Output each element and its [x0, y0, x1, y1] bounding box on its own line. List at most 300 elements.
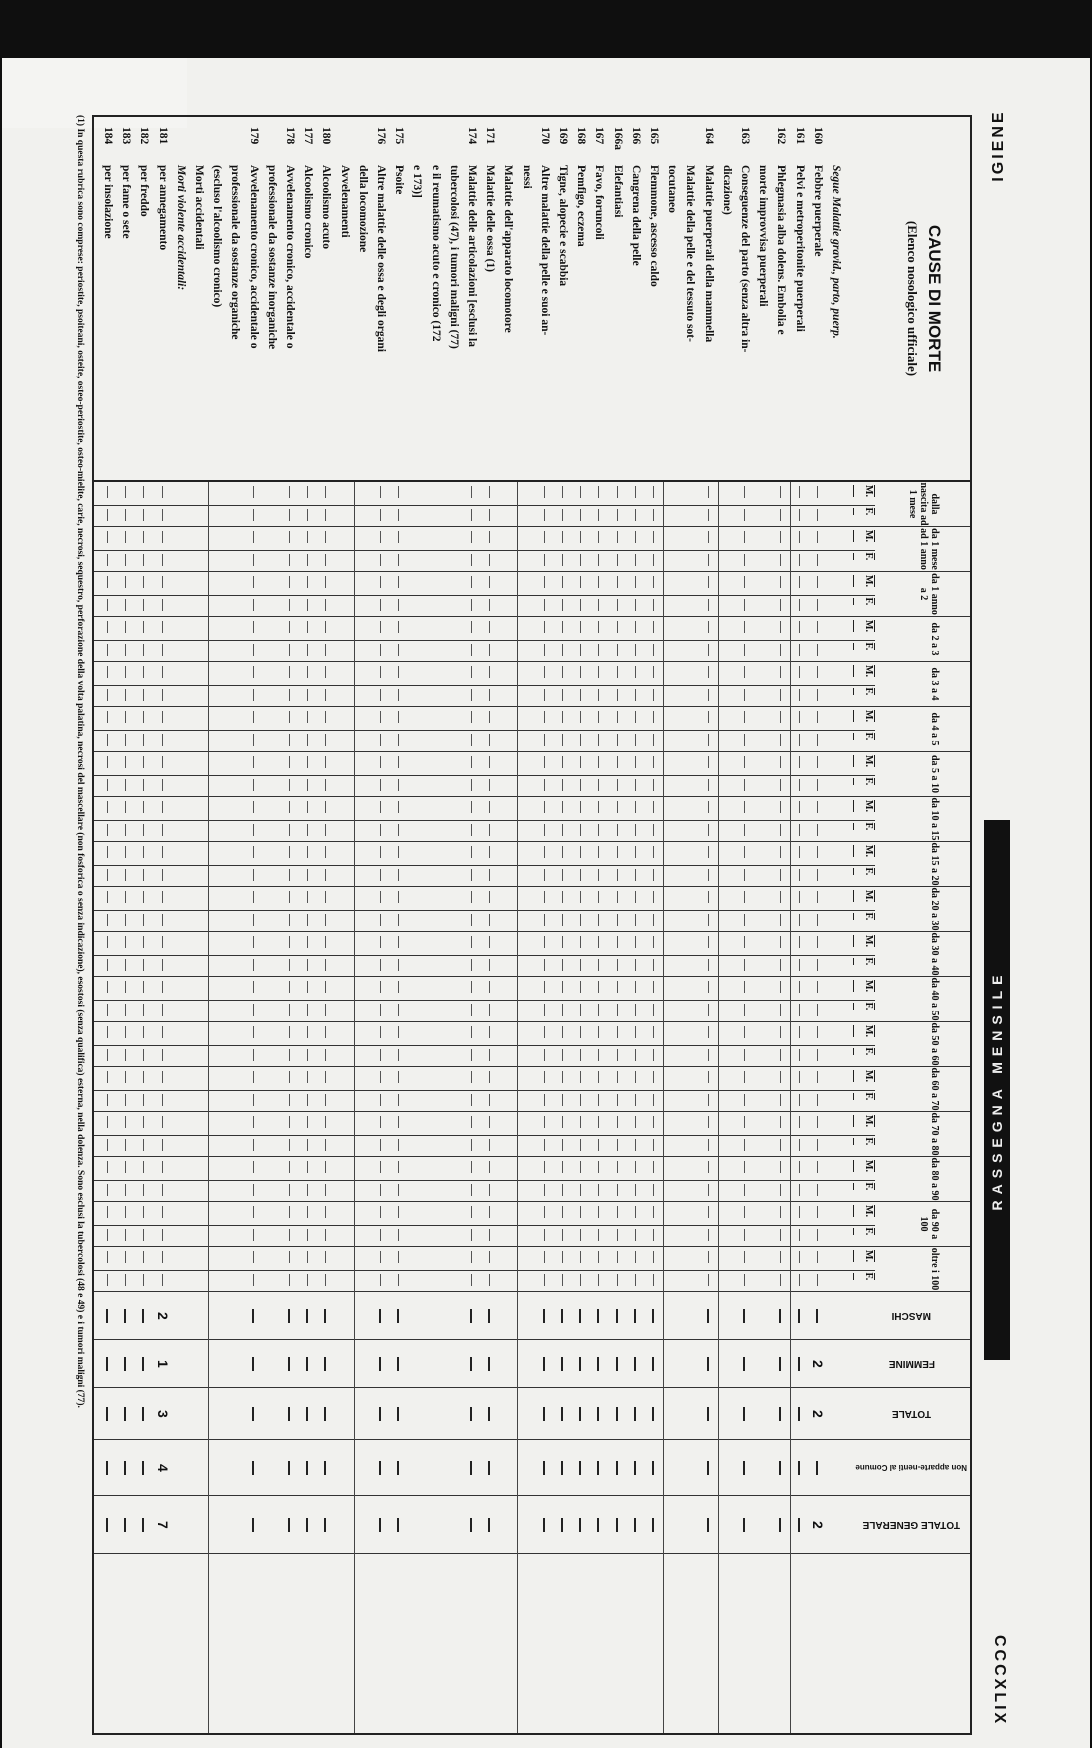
empty-cell-dash	[708, 801, 709, 813]
grid-divider	[94, 550, 875, 551]
empty-cell-dash	[125, 1116, 126, 1128]
empty-cell-dash	[307, 1094, 308, 1106]
total-column-header: MASCHI	[853, 1292, 970, 1340]
grid-divider	[94, 595, 875, 596]
empty-total-dash	[616, 1518, 618, 1532]
cause-number: 180	[320, 127, 333, 145]
empty-cell-dash	[307, 1161, 308, 1173]
empty-total-dash	[543, 1407, 545, 1421]
total-value: 3	[154, 1410, 171, 1418]
cause-row	[283, 127, 296, 472]
empty-cell-dash	[307, 599, 308, 611]
empty-total-dash	[779, 1309, 781, 1323]
empty-cell-dash	[780, 779, 781, 791]
empty-cell-dash	[253, 1229, 254, 1241]
empty-cell-dash	[398, 1184, 399, 1196]
empty-cell-dash	[653, 936, 654, 948]
empty-cell-dash	[744, 1094, 745, 1106]
empty-cell-dash	[307, 959, 308, 971]
empty-cell-dash	[598, 1004, 599, 1016]
empty-cell-dash	[653, 554, 654, 566]
empty-cell-dash	[598, 1071, 599, 1083]
empty-cell-dash	[162, 734, 163, 746]
empty-cell-dash	[107, 644, 108, 656]
empty-cell-dash	[708, 1049, 709, 1061]
empty-cell-dash	[398, 846, 399, 858]
empty-cell-dash	[653, 1049, 654, 1061]
age-column-header: da 10 a 15	[875, 797, 970, 842]
empty-cell-dash	[817, 1116, 818, 1128]
empty-cell-dash	[380, 531, 381, 543]
empty-cell-dash	[653, 689, 654, 701]
cause-row	[793, 127, 806, 472]
row-separator	[354, 482, 355, 1733]
empty-total-dash	[652, 1407, 654, 1421]
empty-cell-dash	[544, 779, 545, 791]
cause-label: Avvelenamento cronico, accidentale o	[247, 165, 260, 349]
empty-cell-dash	[744, 1206, 745, 1218]
empty-cell-dash	[107, 1004, 108, 1016]
empty-cell-dash	[380, 1161, 381, 1173]
empty-cell-dash	[143, 801, 144, 813]
empty-total-dash	[743, 1461, 745, 1475]
empty-cell-dash	[162, 486, 163, 498]
empty-cell-dash	[125, 846, 126, 858]
empty-cell-dash	[307, 801, 308, 813]
cause-row	[228, 127, 241, 472]
empty-cell-dash	[289, 959, 290, 971]
empty-cell-dash	[780, 486, 781, 498]
empty-total-dash	[561, 1407, 563, 1421]
empty-cell-dash	[253, 486, 254, 498]
empty-cell-dash	[562, 689, 563, 701]
empty-cell-dash	[708, 486, 709, 498]
empty-cell-dash	[143, 1251, 144, 1263]
empty-cell-dash	[780, 891, 781, 903]
empty-cell-dash	[617, 1049, 618, 1061]
header-journal-banner: RASSEGNA MENSILE	[984, 820, 1010, 1360]
empty-cell-dash	[544, 666, 545, 678]
empty-total-dash	[488, 1407, 490, 1421]
cause-label: Febbre puerperale	[811, 165, 824, 257]
empty-cell-dash	[708, 1161, 709, 1173]
cause-row	[811, 127, 824, 472]
empty-cell-dash	[635, 531, 636, 543]
empty-cell-dash	[380, 756, 381, 768]
empty-cell-dash	[489, 711, 490, 723]
empty-total-dash	[306, 1407, 308, 1421]
male-subheader: M.	[853, 710, 875, 722]
empty-cell-dash	[544, 1094, 545, 1106]
grid-divider	[94, 1045, 875, 1046]
empty-total-dash	[779, 1407, 781, 1421]
empty-cell-dash	[544, 891, 545, 903]
empty-cell-dash	[635, 846, 636, 858]
empty-cell-dash	[489, 1206, 490, 1218]
empty-cell-dash	[307, 486, 308, 498]
empty-cell-dash	[398, 1229, 399, 1241]
empty-total-dash	[379, 1407, 381, 1421]
empty-cell-dash	[653, 576, 654, 588]
empty-cell-dash	[617, 1004, 618, 1016]
empty-cell-dash	[598, 1161, 599, 1173]
empty-cell-dash	[799, 914, 800, 926]
empty-cell-dash	[380, 1184, 381, 1196]
empty-cell-dash	[562, 509, 563, 521]
empty-cell-dash	[598, 1184, 599, 1196]
empty-total-dash	[798, 1461, 800, 1475]
age-column-header: dalla nascita ad 1 mese	[875, 482, 970, 527]
empty-cell-dash	[125, 1184, 126, 1196]
empty-cell-dash	[325, 1116, 326, 1128]
empty-cell-dash	[489, 599, 490, 611]
empty-cell-dash	[744, 1049, 745, 1061]
grid-divider	[94, 1021, 970, 1022]
empty-cell-dash	[489, 486, 490, 498]
empty-total-dash	[816, 1461, 818, 1475]
empty-cell-dash	[325, 981, 326, 993]
empty-cell-dash	[708, 779, 709, 791]
empty-cell-dash	[617, 1071, 618, 1083]
empty-total-dash	[306, 1461, 308, 1475]
empty-total-dash	[779, 1357, 781, 1371]
empty-cell-dash	[544, 734, 545, 746]
empty-cell-dash	[635, 1229, 636, 1241]
empty-cell-dash	[708, 711, 709, 723]
empty-cell-dash	[817, 576, 818, 588]
empty-cell-dash	[289, 846, 290, 858]
empty-cell-dash	[817, 1071, 818, 1083]
empty-cell-dash	[799, 1229, 800, 1241]
empty-cell-dash	[617, 936, 618, 948]
empty-cell-dash	[489, 869, 490, 881]
empty-cell-dash	[780, 756, 781, 768]
empty-cell-dash	[471, 666, 472, 678]
cause-row	[429, 127, 442, 472]
empty-cell-dash	[307, 779, 308, 791]
empty-cell-dash	[617, 1116, 618, 1128]
empty-total-dash	[543, 1357, 545, 1371]
empty-cell-dash	[398, 1071, 399, 1083]
empty-cell-dash	[580, 1004, 581, 1016]
empty-cell-dash	[562, 1026, 563, 1038]
empty-cell-dash	[544, 824, 545, 836]
empty-cell-dash	[125, 1251, 126, 1263]
empty-cell-dash	[708, 1229, 709, 1241]
empty-cell-dash	[489, 689, 490, 701]
empty-cell-dash	[708, 1251, 709, 1263]
empty-cell-dash	[617, 711, 618, 723]
empty-total-dash	[634, 1461, 636, 1475]
empty-cell-dash	[398, 1139, 399, 1151]
empty-cell-dash	[325, 554, 326, 566]
empty-cell-dash	[289, 869, 290, 881]
grid-divider	[94, 931, 970, 932]
empty-cell-dash	[780, 734, 781, 746]
empty-cell-dash	[398, 734, 399, 746]
empty-cell-dash	[471, 981, 472, 993]
cause-number: 166a	[611, 127, 624, 150]
empty-cell-dash	[398, 689, 399, 701]
empty-cell-dash	[289, 734, 290, 746]
empty-cell-dash	[289, 486, 290, 498]
empty-cell-dash	[325, 599, 326, 611]
empty-cell-dash	[489, 914, 490, 926]
empty-cell-dash	[289, 576, 290, 588]
empty-cell-dash	[598, 756, 599, 768]
empty-cell-dash	[744, 509, 745, 521]
empty-cell-dash	[162, 509, 163, 521]
empty-cell-dash	[253, 981, 254, 993]
empty-cell-dash	[471, 1004, 472, 1016]
cause-label: per fame o sete	[120, 165, 133, 239]
empty-cell-dash	[708, 756, 709, 768]
empty-cell-dash	[253, 1274, 254, 1286]
empty-cell-dash	[780, 509, 781, 521]
empty-cell-dash	[125, 554, 126, 566]
empty-cell-dash	[325, 1229, 326, 1241]
empty-cell-dash	[653, 666, 654, 678]
empty-cell-dash	[635, 734, 636, 746]
cause-row	[520, 127, 533, 472]
empty-total-dash	[124, 1407, 126, 1421]
empty-cell-dash	[562, 936, 563, 948]
empty-cell-dash	[780, 959, 781, 971]
empty-cell-dash	[380, 486, 381, 498]
female-subheader: F.	[853, 688, 875, 696]
row-separator	[517, 482, 518, 1733]
empty-cell-dash	[708, 689, 709, 701]
empty-cell-dash	[471, 1206, 472, 1218]
empty-cell-dash	[744, 1139, 745, 1151]
empty-cell-dash	[380, 644, 381, 656]
empty-cell-dash	[817, 936, 818, 948]
male-subheader: M.	[853, 1115, 875, 1127]
empty-cell-dash	[125, 936, 126, 948]
empty-cell-dash	[253, 1094, 254, 1106]
empty-cell-dash	[817, 1049, 818, 1061]
empty-cell-dash	[544, 1116, 545, 1128]
empty-cell-dash	[307, 1116, 308, 1128]
empty-cell-dash	[544, 689, 545, 701]
empty-cell-dash	[617, 846, 618, 858]
empty-cell-dash	[253, 689, 254, 701]
empty-cell-dash	[125, 1026, 126, 1038]
empty-cell-dash	[562, 576, 563, 588]
empty-total-dash	[470, 1461, 472, 1475]
empty-cell-dash	[162, 689, 163, 701]
empty-cell-dash	[325, 801, 326, 813]
empty-cell-dash	[744, 644, 745, 656]
cause-label: tubercolosi (47), i tumori maligni (77)	[447, 165, 460, 349]
male-subheader: M.	[853, 1205, 875, 1217]
female-subheader: F.	[853, 958, 875, 966]
empty-cell-dash	[398, 1251, 399, 1263]
empty-total-dash	[124, 1461, 126, 1475]
cause-label: Malattie delle articolazioni [esclusi la	[466, 165, 478, 348]
empty-cell-dash	[471, 734, 472, 746]
cause-label: Psoite	[393, 165, 406, 195]
empty-cell-dash	[580, 599, 581, 611]
empty-cell-dash	[471, 486, 472, 498]
cause-label: Alcoolismo cronico	[302, 165, 315, 259]
empty-cell-dash	[653, 891, 654, 903]
cause-row	[192, 127, 205, 472]
empty-total-dash	[252, 1357, 254, 1371]
empty-cell-dash	[489, 1094, 490, 1106]
empty-cell-dash	[162, 936, 163, 948]
empty-cell-dash	[744, 666, 745, 678]
grid-divider	[94, 505, 875, 506]
empty-cell-dash	[489, 756, 490, 768]
empty-cell-dash	[653, 644, 654, 656]
empty-cell-dash	[125, 914, 126, 926]
empty-cell-dash	[544, 869, 545, 881]
empty-cell-dash	[162, 1094, 163, 1106]
empty-cell-dash	[253, 869, 254, 881]
empty-cell-dash	[799, 1116, 800, 1128]
empty-total-dash	[798, 1407, 800, 1421]
empty-cell-dash	[471, 1229, 472, 1241]
empty-cell-dash	[162, 891, 163, 903]
empty-cell-dash	[253, 756, 254, 768]
empty-cell-dash	[653, 486, 654, 498]
empty-total-dash	[634, 1407, 636, 1421]
empty-total-dash	[616, 1357, 618, 1371]
empty-cell-dash	[325, 576, 326, 588]
empty-total-dash	[324, 1407, 326, 1421]
cause-label: Phlegmasia alba dolens. Embolia e	[775, 165, 788, 335]
empty-cell-dash	[107, 509, 108, 521]
empty-cell-dash	[562, 486, 563, 498]
empty-cell-dash	[598, 846, 599, 858]
empty-cell-dash	[289, 644, 290, 656]
empty-total-dash	[142, 1461, 144, 1475]
empty-cell-dash	[253, 711, 254, 723]
empty-cell-dash	[471, 1071, 472, 1083]
header-section-title: IGIENE	[990, 109, 1007, 182]
empty-cell-dash	[489, 1229, 490, 1241]
empty-cell-dash	[544, 1274, 545, 1286]
empty-cell-dash	[143, 666, 144, 678]
empty-cell-dash	[307, 1206, 308, 1218]
empty-cell-dash	[708, 554, 709, 566]
cause-label: Segue Malattie gravid., parto, puerp.	[830, 165, 842, 339]
empty-cell-dash	[617, 734, 618, 746]
empty-cell-dash	[799, 486, 800, 498]
age-column-header: da 2 a 3	[875, 617, 970, 662]
cause-number: 171	[484, 127, 497, 145]
cause-row	[501, 127, 514, 472]
empty-cell-dash	[289, 621, 290, 633]
empty-cell-dash	[398, 1049, 399, 1061]
empty-cell-dash	[125, 869, 126, 881]
empty-cell-dash	[598, 1116, 599, 1128]
cause-label: Cangrena della pelle	[629, 165, 642, 266]
cause-label: per annegamento	[156, 165, 169, 251]
empty-cell-dash	[799, 599, 800, 611]
empty-cell-dash	[489, 576, 490, 588]
total-value: 2	[809, 1360, 826, 1368]
empty-cell-dash	[817, 711, 818, 723]
empty-cell-dash	[398, 891, 399, 903]
empty-cell-dash	[799, 689, 800, 701]
empty-cell-dash	[544, 1251, 545, 1263]
empty-cell-dash	[107, 1094, 108, 1106]
cause-row	[756, 127, 769, 472]
empty-cell-dash	[380, 1206, 381, 1218]
empty-cell-dash	[799, 1161, 800, 1173]
male-subheader: M.	[853, 845, 875, 857]
cause-number: 160	[811, 127, 824, 145]
empty-cell-dash	[289, 1116, 290, 1128]
empty-cell-dash	[562, 666, 563, 678]
empty-cell-dash	[307, 1184, 308, 1196]
grid-divider	[94, 1156, 970, 1157]
empty-total-dash	[616, 1461, 618, 1475]
empty-cell-dash	[653, 1184, 654, 1196]
empty-total-dash	[306, 1357, 308, 1371]
empty-cell-dash	[380, 1274, 381, 1286]
male-subheader: M.	[853, 620, 875, 632]
empty-cell-dash	[253, 599, 254, 611]
empty-cell-dash	[307, 914, 308, 926]
empty-cell-dash	[580, 1026, 581, 1038]
empty-cell-dash	[799, 801, 800, 813]
empty-total-dash	[142, 1407, 144, 1421]
empty-cell-dash	[253, 1139, 254, 1151]
empty-cell-dash	[744, 869, 745, 881]
cause-number: 167	[593, 127, 606, 145]
empty-cell-dash	[143, 711, 144, 723]
empty-cell-dash	[635, 1161, 636, 1173]
empty-cell-dash	[125, 801, 126, 813]
male-subheader: M.	[853, 800, 875, 812]
empty-cell-dash	[708, 1274, 709, 1286]
empty-cell-dash	[780, 1206, 781, 1218]
empty-cell-dash	[708, 621, 709, 633]
empty-cell-dash	[708, 576, 709, 588]
empty-cell-dash	[398, 531, 399, 543]
cause-number: 183	[120, 127, 133, 145]
empty-cell-dash	[744, 1161, 745, 1173]
empty-cell-dash	[653, 801, 654, 813]
cause-row	[392, 127, 405, 472]
empty-cell-dash	[635, 824, 636, 836]
empty-cell-dash	[598, 1094, 599, 1106]
total-value: 7	[154, 1521, 171, 1529]
empty-cell-dash	[617, 621, 618, 633]
empty-cell-dash	[107, 1206, 108, 1218]
empty-cell-dash	[708, 1139, 709, 1151]
empty-cell-dash	[544, 959, 545, 971]
empty-cell-dash	[143, 1116, 144, 1128]
empty-cell-dash	[107, 689, 108, 701]
empty-cell-dash	[799, 1184, 800, 1196]
empty-cell-dash	[289, 1094, 290, 1106]
empty-cell-dash	[398, 576, 399, 588]
age-column-header: da 5 a 10	[875, 752, 970, 797]
empty-cell-dash	[635, 1094, 636, 1106]
empty-cell-dash	[107, 1071, 108, 1083]
cause-row	[410, 127, 423, 472]
empty-cell-dash	[489, 531, 490, 543]
empty-cell-dash	[143, 779, 144, 791]
empty-cell-dash	[708, 1026, 709, 1038]
empty-total-dash	[397, 1518, 399, 1532]
empty-cell-dash	[380, 1229, 381, 1241]
empty-total-dash	[142, 1309, 144, 1323]
